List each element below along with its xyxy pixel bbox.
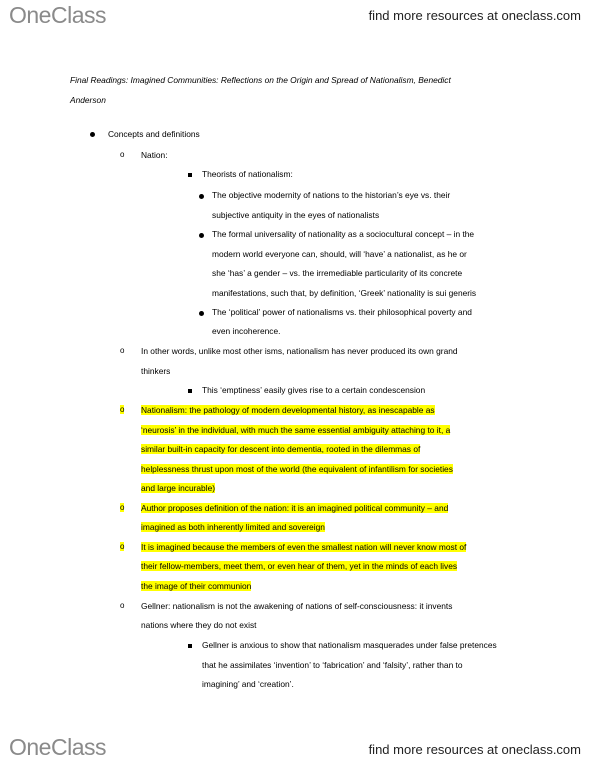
bullet-square-icon bbox=[188, 644, 192, 648]
title-line-1: Final Readings: Imagined Communities: Reflections on the Origin and Spread of Nationalism, Benedict bbox=[70, 75, 451, 85]
nationalism-line3: similar built-in capacity for descent into dementia, rooted in the dilemmas of bbox=[141, 444, 421, 454]
point3-line1: The ‘political’ power of nationalisms vs. their philosophical poverty and bbox=[212, 307, 472, 317]
document-title bbox=[70, 70, 540, 110]
other-words-line1: In other words, unlike most other isms, nationalism has never produced its own grand bbox=[141, 346, 458, 356]
header-tagline-link[interactable]: find more resources at oneclass.com bbox=[368, 8, 581, 23]
gellner-anxious-line3: imagining’ and ‘creation’. bbox=[202, 679, 294, 689]
title-line-2: Anderson bbox=[70, 95, 106, 105]
author-line1: Author proposes definition of the nation: it is an imagined political community – and bbox=[141, 503, 449, 513]
point2-line1: The formal universality of nationality as a sociocultural concept – in the bbox=[212, 229, 475, 239]
imagined-line2: their fellow-members, meet them, or even hear of them, yet in the minds of each lives bbox=[141, 561, 458, 571]
point2-line2: modern world everyone can, should, will ‘have’ a nationalist, as he or bbox=[212, 249, 467, 259]
bullet-dot-icon bbox=[199, 311, 204, 316]
footer-tagline-link[interactable]: find more resources at oneclass.com bbox=[368, 742, 581, 757]
page-header bbox=[0, 0, 595, 40]
bullet-circle-icon: o bbox=[120, 346, 125, 355]
nationalism-line1: Nationalism: the pathology of modern developmental history, as inescapable as bbox=[141, 405, 435, 415]
point1-line1: The objective modernity of nations to the historian’s eye vs. their bbox=[212, 190, 451, 200]
bullet-dot-icon bbox=[199, 194, 204, 199]
bullet-dot-icon bbox=[90, 132, 95, 137]
bullet-circle-icon: o bbox=[120, 601, 125, 610]
bullet-square-icon bbox=[188, 173, 192, 177]
gellner-anxious-line2: that he assimilates ‘invention’ to ‘fabrication’ and ‘falsity’, rather than to bbox=[202, 660, 463, 670]
concepts-heading: Concepts and definitions bbox=[108, 129, 200, 139]
emptiness-item: This ‘emptiness’ easily gives rise to a certain condescension bbox=[202, 385, 426, 395]
bullet-circle-icon: o bbox=[120, 503, 125, 512]
bullet-circle-icon: o bbox=[120, 150, 125, 159]
gellner-line1: Gellner: nationalism is not the awakening of nations of self-consciousness: it invents bbox=[141, 601, 453, 611]
author-line2: imagined as both inherently limited and sovereign bbox=[141, 522, 325, 532]
theorists-item: Theorists of nationalism: bbox=[202, 169, 293, 179]
oneclass-logo[interactable]: OneClass bbox=[9, 734, 106, 760]
nationalism-line2: ‘neurosis’ in the individual, with much the same essential ambiguity attaching to it, a bbox=[141, 425, 451, 435]
point2-line3: she ‘has’ a gender – vs. the irremediable particularity of its concrete bbox=[212, 268, 463, 278]
point3-line2: even incoherence. bbox=[212, 326, 281, 336]
nationalism-line5: and large incurable) bbox=[141, 483, 216, 493]
imagined-line1: It is imagined because the members of even the smallest nation will never know most of bbox=[141, 542, 467, 552]
bullet-square-icon bbox=[188, 389, 192, 393]
gellner-anxious-line1: Gellner is anxious to show that nationalism masquerades under false pretences bbox=[202, 640, 497, 650]
bullet-circle-icon: o bbox=[120, 542, 125, 551]
nationalism-line4: helplessness thrust upon most of the world (the equivalent of infantilism for societies bbox=[141, 464, 453, 474]
page-footer bbox=[0, 734, 595, 770]
nation-item: Nation: bbox=[141, 150, 168, 160]
gellner-line2: nations where they do not exist bbox=[141, 620, 257, 630]
imagined-line3: the image of their communion bbox=[141, 581, 252, 591]
oneclass-logo[interactable]: OneClass bbox=[9, 2, 106, 28]
point1-line2: subjective antiquity in the eyes of nationalists bbox=[212, 210, 380, 220]
bullet-dot-icon bbox=[199, 233, 204, 238]
point2-line4: manifestations, such that, by definition, ‘Greek’ nationality is sui generis bbox=[212, 288, 477, 298]
bullet-circle-icon: o bbox=[120, 405, 125, 414]
other-words-line2: thinkers bbox=[141, 366, 171, 376]
